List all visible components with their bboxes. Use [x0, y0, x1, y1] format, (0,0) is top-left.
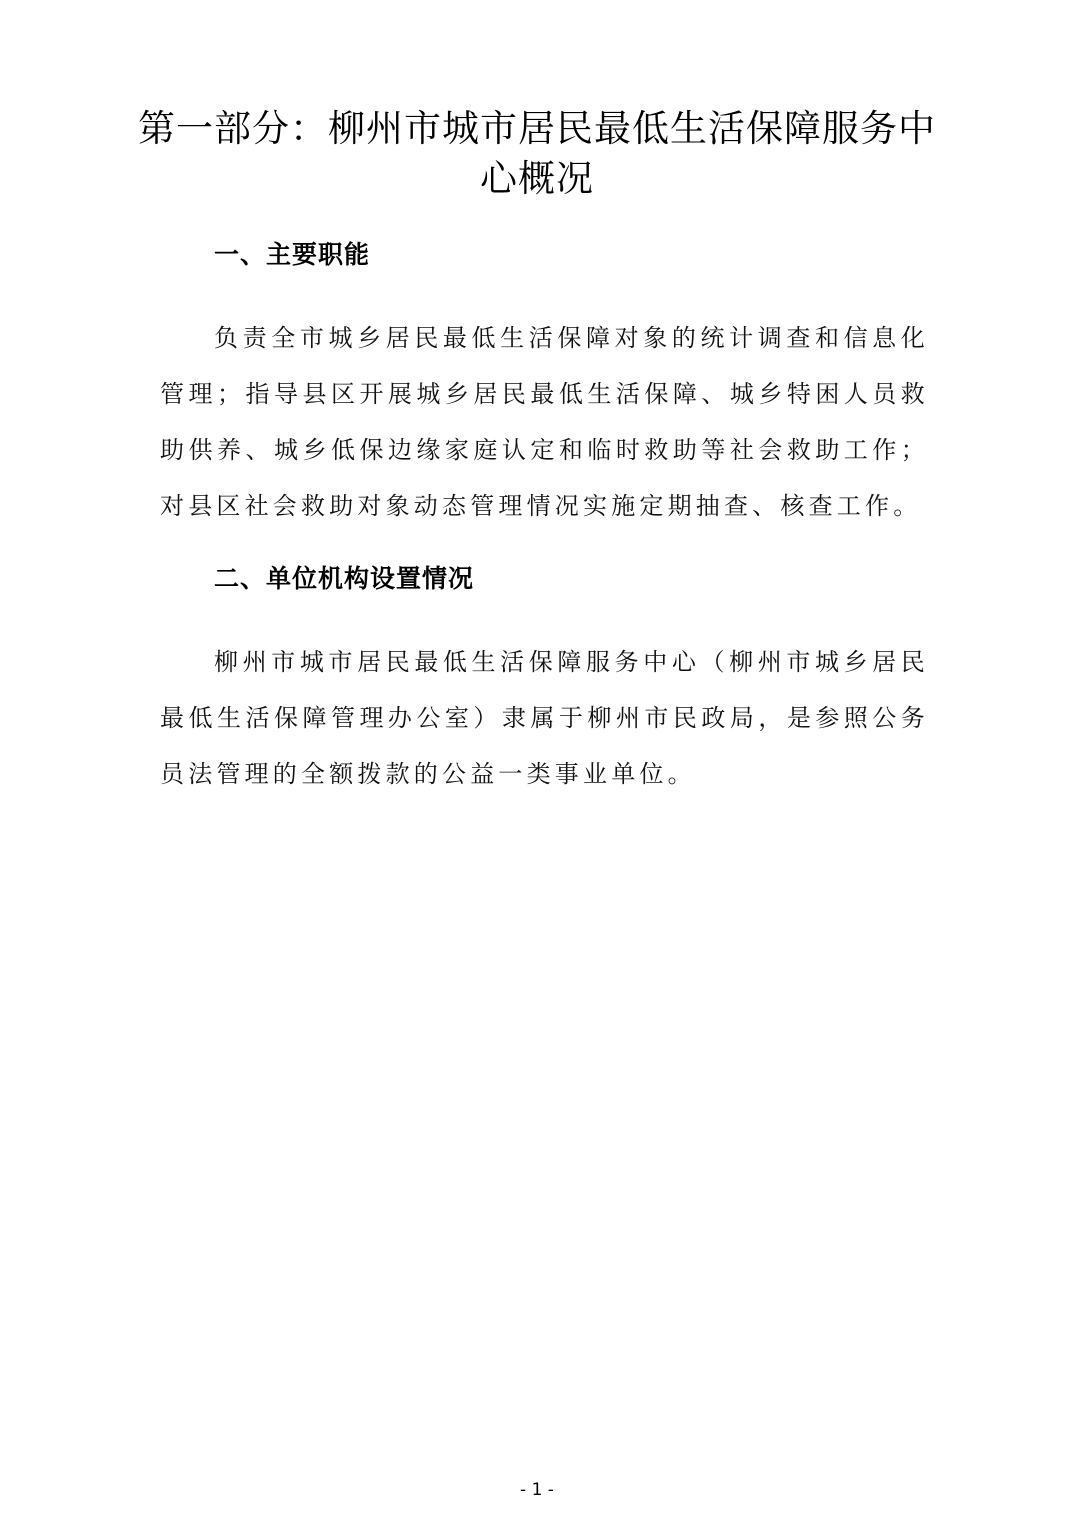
section-heading-organization: 二、单位机构设置情况	[214, 564, 475, 593]
page-number: - 1 -	[520, 1480, 554, 1500]
section-heading-main-functions: 一、主要职能	[214, 240, 371, 269]
section-paragraph-main-functions: 负责全市城乡居民最低生活保障对象的统计调查和信息化管理；指导县区开展城乡居民最低生活保障、城乡特困人员救助供养、城乡低保边缘家庭认定和临时救助等社会救助工作；对县区社会救助对象动态管理情况实施定期抽查、核查工作。	[160, 324, 929, 520]
section-paragraph-organization: 柳州市城市居民最低生活保障服务中心（柳州市城乡居民最低生活保障管理办公室）隶属于柳州市民政局，是参照公务员法管理的全额拨款的公益一类事业单位。	[160, 648, 929, 788]
page-title: 第一部分：柳州市城市居民最低生活保障服务中心概况	[138, 107, 936, 200]
